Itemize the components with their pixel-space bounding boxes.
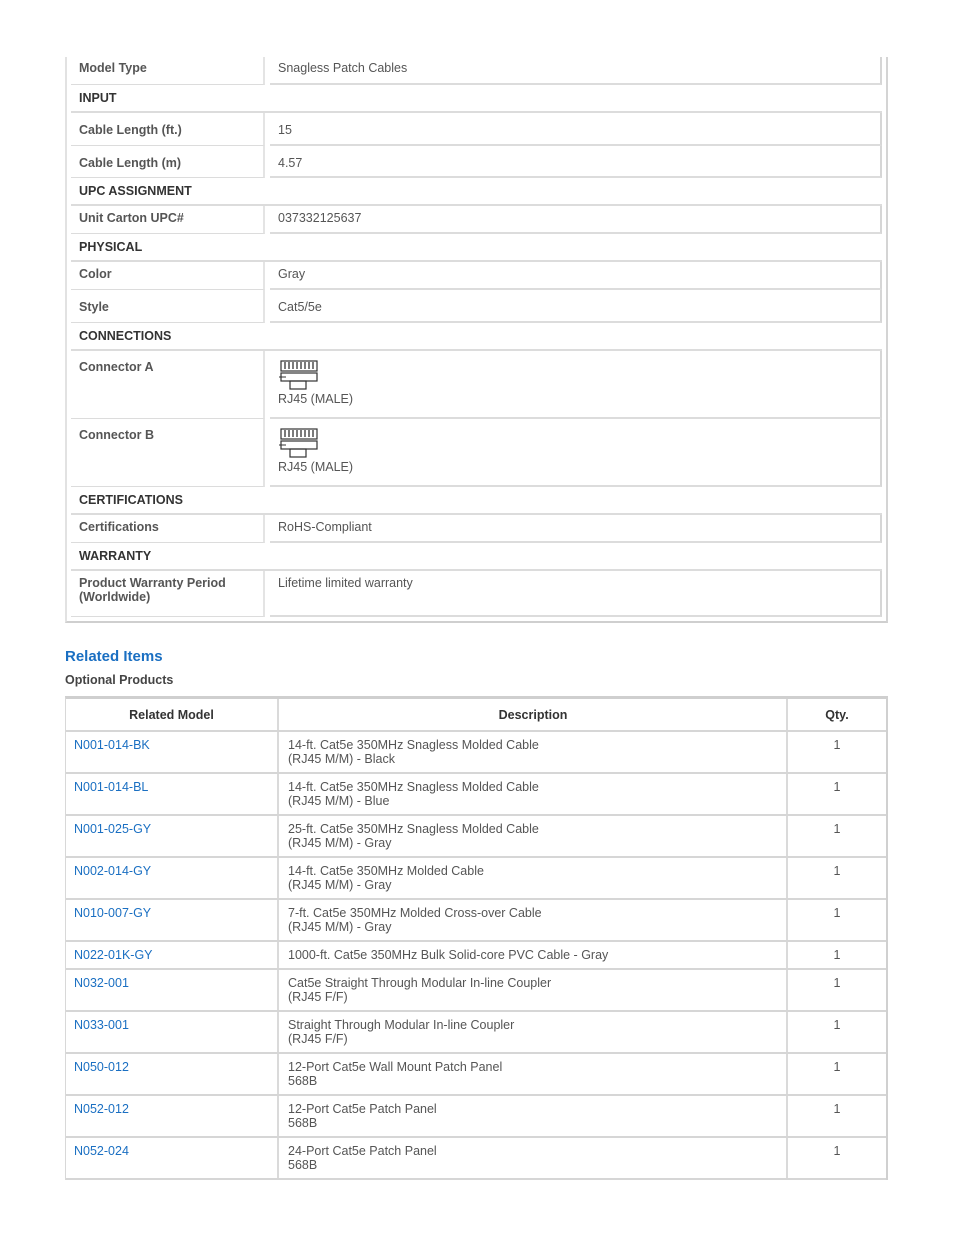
description-cell <box>280 942 788 968</box>
description-cell <box>280 1096 788 1136</box>
spec-row-cable-length-m <box>71 146 882 178</box>
model-link[interactable]: N033-001 <box>74 1018 129 1032</box>
qty-cell: 1 <box>833 864 841 878</box>
table-row <box>66 858 886 900</box>
model-link[interactable]: N001-025-GY <box>74 822 152 836</box>
optional-products-heading: Optional Products <box>65 673 174 687</box>
spec-value-connector-b <box>270 419 882 487</box>
qty-cell: 1 <box>833 1060 841 1074</box>
qty-cell: 1 <box>833 738 841 752</box>
section-header-physical: PHYSICAL <box>71 234 882 262</box>
description-line2: (RJ45 F/F) <box>288 990 348 1004</box>
table-row <box>66 774 886 816</box>
description-line2: 568B <box>288 1074 318 1088</box>
spec-row-connector-a <box>71 351 882 419</box>
model-link[interactable]: N001-014-BL <box>74 780 149 794</box>
table-row <box>66 970 886 1012</box>
table-row <box>66 1096 886 1138</box>
table-row <box>66 900 886 942</box>
model-cell <box>66 942 279 968</box>
table-header-row <box>66 699 886 732</box>
spec-value: 037332125637 <box>270 206 882 234</box>
description-line2: (RJ45 F/F) <box>288 1032 348 1046</box>
model-cell <box>66 900 279 940</box>
model-cell <box>66 1012 279 1052</box>
spec-row-model-type <box>71 57 882 85</box>
spec-value: Cat5/5e <box>270 290 882 323</box>
spec-label: Cable Length (ft.) <box>71 113 265 146</box>
spec-value: RoHS-Compliant <box>270 515 882 543</box>
spec-row-certifications <box>71 515 882 543</box>
description-line1: 14-ft. Cat5e 350MHz Molded Cable <box>288 864 484 878</box>
model-link[interactable]: N022-01K-GY <box>74 948 153 962</box>
model-cell <box>66 1054 279 1094</box>
spec-row-unit-carton-upc <box>71 206 882 234</box>
model-cell <box>66 858 279 898</box>
description-line2: (RJ45 M/M) - Blue <box>288 794 390 808</box>
spec-table <box>65 57 888 623</box>
warranty-label-line2: (Worldwide) <box>79 590 151 604</box>
spec-label: Certifications <box>71 515 265 543</box>
model-cell <box>66 816 279 856</box>
model-cell <box>66 732 279 772</box>
spec-value: Snagless Patch Cables <box>270 57 882 85</box>
section-header-upc: UPC ASSIGNMENT <box>71 178 882 206</box>
model-cell <box>66 970 279 1010</box>
spec-value: 4.57 <box>270 146 882 178</box>
model-link[interactable]: N032-001 <box>74 976 129 990</box>
description-line1: 7-ft. Cat5e 350MHz Molded Cross-over Cable <box>288 906 542 920</box>
section-header-input: INPUT <box>71 85 882 113</box>
description-cell <box>280 816 788 856</box>
spec-label: Unit Carton UPC# <box>71 206 265 234</box>
section-header-connections: CONNECTIONS <box>71 323 882 351</box>
description-cell <box>280 900 788 940</box>
description-line2: 568B <box>288 1116 318 1130</box>
related-items-table <box>65 696 888 1180</box>
description-line1: Cat5e Straight Through Modular In-line Coupler <box>288 976 552 990</box>
description-cell <box>280 858 788 898</box>
description-line2: 568B <box>288 1158 318 1172</box>
spec-row-style <box>71 290 882 323</box>
spec-label-warranty <box>71 571 265 617</box>
column-header-description: Description <box>280 699 788 730</box>
table-row <box>66 942 886 970</box>
description-line2: (RJ45 M/M) - Gray <box>288 920 392 934</box>
spec-value: Lifetime limited warranty <box>270 571 882 617</box>
description-line1: 1000-ft. Cat5e 350MHz Bulk Solid-core PVC Cable - Gray <box>288 948 609 962</box>
spec-label: Color <box>71 262 265 290</box>
qty-cell: 1 <box>833 948 841 962</box>
description-line2: (RJ45 M/M) - Gray <box>288 836 392 850</box>
description-line1: 25-ft. Cat5e 350MHz Snagless Molded Cable <box>288 822 539 836</box>
qty-cell: 1 <box>833 1102 841 1116</box>
qty-cell: 1 <box>833 780 841 794</box>
rj45-connector-icon <box>278 428 320 460</box>
rj45-connector-icon <box>278 360 320 392</box>
section-header-warranty: WARRANTY <box>71 543 882 571</box>
qty-cell: 1 <box>833 976 841 990</box>
column-header-qty: Qty. <box>825 708 849 722</box>
model-link[interactable]: N010-007-GY <box>74 906 152 920</box>
model-link[interactable]: N001-014-BK <box>74 738 150 752</box>
spec-label: Connector A <box>71 351 265 419</box>
description-line2: (RJ45 M/M) - Gray <box>288 878 392 892</box>
model-link[interactable]: N052-012 <box>74 1102 129 1116</box>
table-row <box>66 1138 886 1180</box>
description-line1: Straight Through Modular In-line Coupler <box>288 1018 515 1032</box>
table-row <box>66 732 886 774</box>
qty-cell: 1 <box>833 1144 841 1158</box>
qty-cell: 1 <box>833 1018 841 1032</box>
description-cell <box>280 1012 788 1052</box>
qty-cell: 1 <box>833 822 841 836</box>
description-cell <box>280 774 788 814</box>
spec-value-connector-a <box>270 351 882 419</box>
column-header-model: Related Model <box>66 699 279 730</box>
description-cell <box>280 1054 788 1094</box>
spec-label: Connector B <box>71 419 265 487</box>
description-line1: 14-ft. Cat5e 350MHz Snagless Molded Cable <box>288 780 539 794</box>
table-row <box>66 816 886 858</box>
model-link[interactable]: N002-014-GY <box>74 864 152 878</box>
spec-row-cable-length-ft <box>71 113 882 146</box>
model-cell <box>66 1096 279 1136</box>
spec-row-color <box>71 262 882 290</box>
spec-row-connector-b <box>71 419 882 487</box>
model-cell <box>66 1138 279 1178</box>
description-cell <box>280 970 788 1010</box>
spec-label: Model Type <box>71 57 265 85</box>
qty-cell: 1 <box>833 906 841 920</box>
description-line1: 24-Port Cat5e Patch Panel <box>288 1144 437 1158</box>
description-cell <box>280 732 788 772</box>
spec-label: Style <box>71 290 265 323</box>
connector-a-value: RJ45 (MALE) <box>278 392 354 406</box>
related-items-heading: Related Items <box>65 648 163 665</box>
description-line1: 12-Port Cat5e Patch Panel <box>288 1102 437 1116</box>
model-cell <box>66 774 279 814</box>
warranty-label-line1: Product Warranty Period <box>79 576 226 590</box>
description-line2: (RJ45 M/M) - Black <box>288 752 395 766</box>
table-row <box>66 1054 886 1096</box>
spec-value: 15 <box>270 113 882 146</box>
spec-value: Gray <box>270 262 882 290</box>
description-line1: 14-ft. Cat5e 350MHz Snagless Molded Cable <box>288 738 539 752</box>
model-link[interactable]: N052-024 <box>74 1144 129 1158</box>
section-header-certifications: CERTIFICATIONS <box>71 487 882 515</box>
connector-b-value: RJ45 (MALE) <box>278 460 354 474</box>
description-line1: 12-Port Cat5e Wall Mount Patch Panel <box>288 1060 503 1074</box>
spec-row-warranty-period <box>71 571 882 617</box>
spec-label: Cable Length (m) <box>71 146 265 178</box>
description-cell <box>280 1138 788 1178</box>
table-row <box>66 1012 886 1054</box>
model-link[interactable]: N050-012 <box>74 1060 129 1074</box>
